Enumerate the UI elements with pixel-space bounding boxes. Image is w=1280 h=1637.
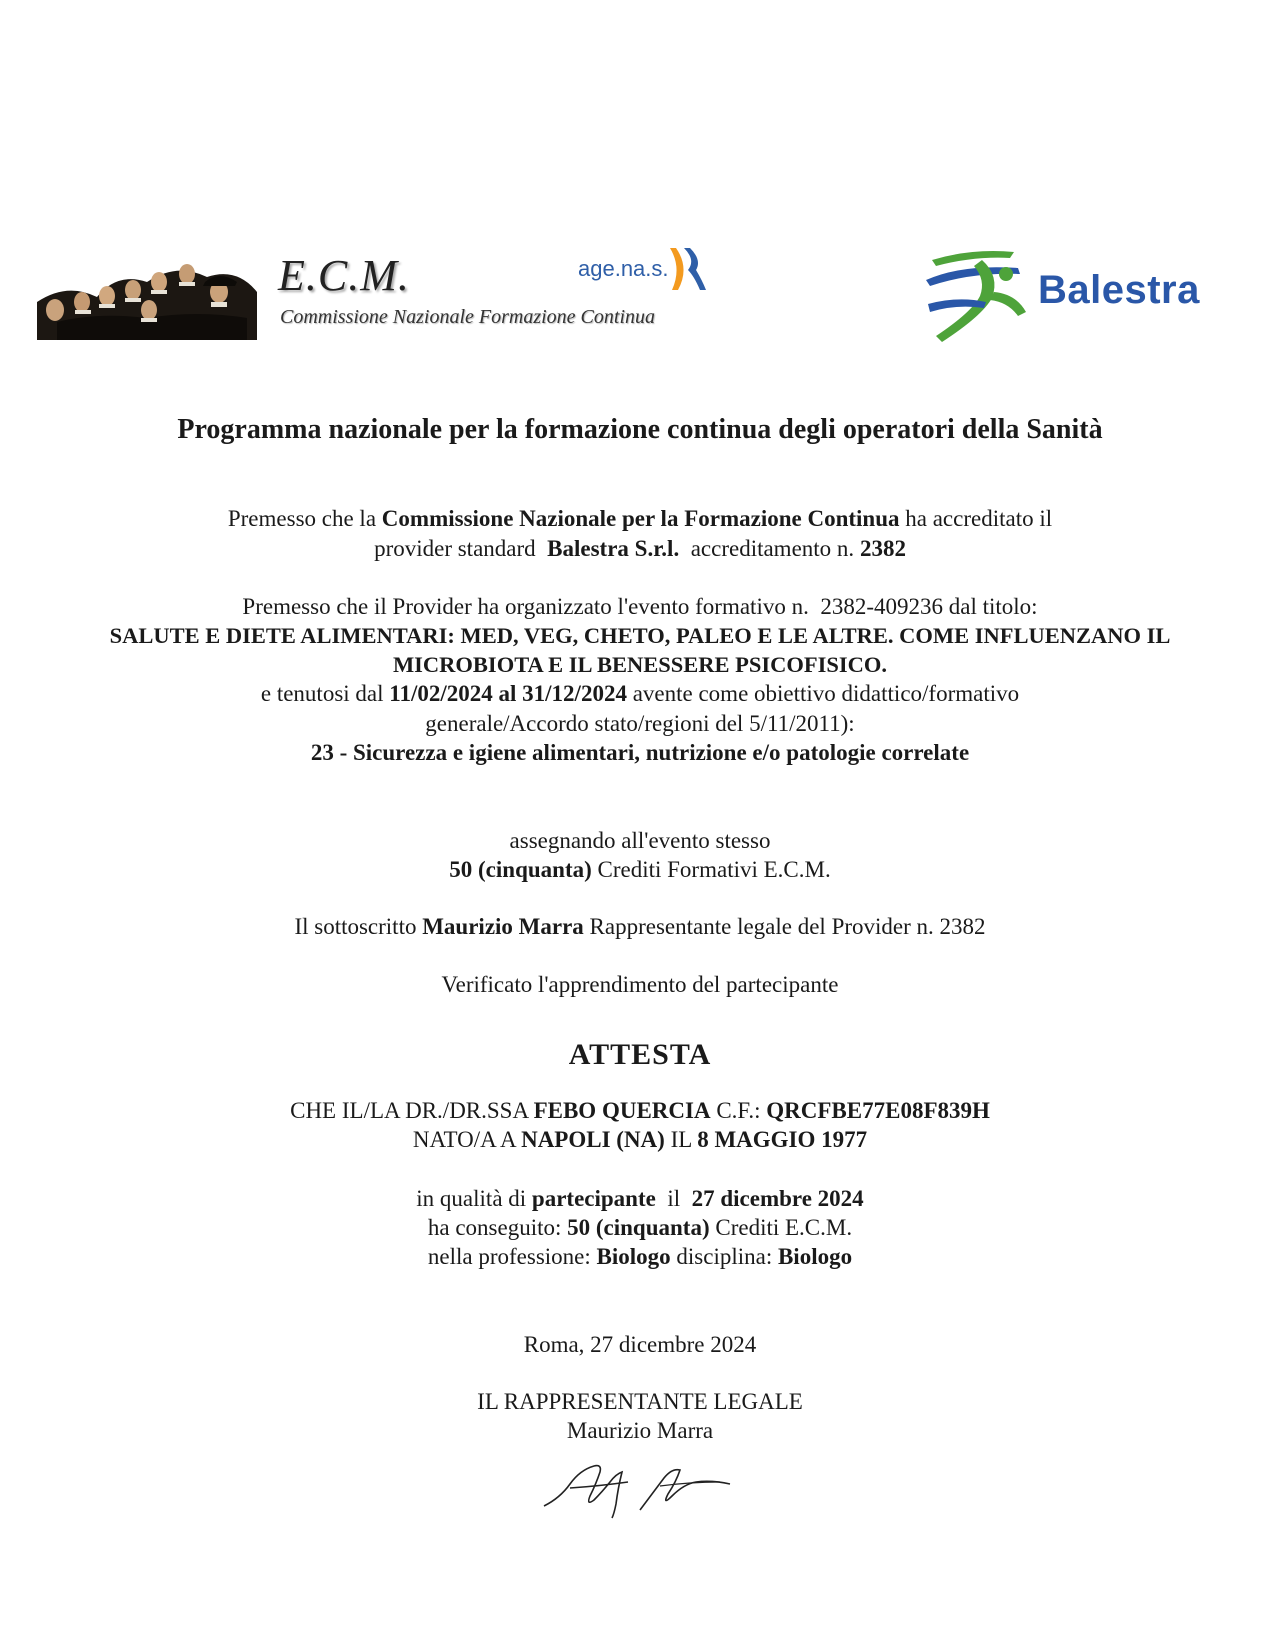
- profession-line: nella professione: Biologo disciplina: Biologo: [427, 1244, 853, 1269]
- credits-amount: 50 (cinquanta): [449, 857, 592, 882]
- accreditation-number: 2382: [859, 536, 906, 561]
- participant-role: partecipante: [531, 1186, 656, 1211]
- representative-name: Maurizio Marra: [566, 1418, 714, 1443]
- credits-intro: assegnando all'evento stesso: [509, 828, 771, 853]
- objective-intro: generale/Accordo stato/regioni del 5/11/2011):: [425, 711, 855, 736]
- event-dates-line: e tenutosi dal 11/02/2024 al 31/12/2024 avente come obiettivo didattico/formativo: [260, 681, 1020, 706]
- agenas-name: age.na.s.: [578, 256, 669, 281]
- event-intro: Premesso che il Provider ha organizzato l'evento formativo n. 2382-409236 dal titolo:: [242, 594, 1038, 619]
- signature-image: [540, 1448, 740, 1525]
- participant-cf: QRCFBE77E08F839H: [766, 1098, 990, 1123]
- achieved-credits: 50 (cinquanta): [567, 1215, 710, 1240]
- balestra-logo: [922, 246, 1242, 350]
- ecm-subtitle: Commissione Nazionale Formazione Continua: [280, 306, 656, 328]
- attesta-heading: ATTESTA: [568, 1038, 712, 1071]
- event-number: 2382-409236: [820, 594, 944, 619]
- event-title-line-1: SALUTE E DIETE ALIMENTARI: MED, VEG, CHETO, PALEO E LE ALTRE. COME INFLUENZANO IL: [109, 623, 1171, 648]
- ecm-painting-logo: [37, 252, 257, 340]
- accreditation-line-1: Premesso che la Commissione Nazionale per la Formazione Continua ha accreditato il: [227, 506, 1053, 531]
- event-title-line-2: MICROBIOTA E IL BENESSERE PSICOFISICO.: [392, 652, 888, 677]
- provider-name: Balestra S.r.l.: [547, 536, 680, 561]
- verified-line: Verificato l'apprendimento del partecipante: [441, 972, 839, 997]
- event-dates: 11/02/2024 al 31/12/2024: [389, 681, 627, 706]
- credits-line: 50 (cinquanta) Crediti Formativi E.C.M.: [449, 857, 831, 882]
- profession: Biologo: [596, 1244, 671, 1269]
- role-line: in qualità di partecipante il 27 dicembre 2024: [416, 1186, 864, 1211]
- balestra-figure-icon: [922, 246, 1042, 350]
- representative-title: IL RAPPRESENTANTE LEGALE: [477, 1389, 803, 1414]
- birth-date: 8 MAGGIO 1977: [697, 1127, 868, 1152]
- participant-line: CHE IL/LA DR./DR.SSA FEBO QUERCIA C.F.: QRCFBE77E08F839H: [290, 1098, 990, 1123]
- participant-name: FEBO QUERCIA: [533, 1098, 711, 1123]
- discipline: Biologo: [777, 1244, 853, 1269]
- program-title: Programma nazionale per la formazione continua degli operatori della Sanità: [177, 414, 1103, 445]
- ecm-title: E.C.M.: [278, 251, 410, 300]
- agenas-mark-icon: [668, 246, 708, 292]
- place-date: Roma, 27 dicembre 2024: [523, 1332, 757, 1357]
- commission-name: Commissione Nazionale per la Formazione Continua: [381, 506, 900, 531]
- signer-name: Maurizio Marra: [422, 914, 584, 939]
- balestra-name: Balestra: [1038, 268, 1200, 312]
- birth-line: NATO/A A NAPOLI (NA) IL 8 MAGGIO 1977: [412, 1127, 868, 1152]
- achieved-credits-line: ha conseguito: 50 (cinquanta) Crediti E.C.M.: [427, 1215, 853, 1240]
- event-objective: 23 - Sicurezza e igiene alimentari, nutrizione e/o patologie correlate: [310, 740, 970, 765]
- signer-line: Il sottoscritto Maurizio Marra Rappresentante legale del Provider n. 2382: [294, 914, 986, 939]
- completion-date: 27 dicembre 2024: [691, 1186, 864, 1211]
- birth-place: NAPOLI (NA): [521, 1127, 665, 1152]
- accreditation-line-2: provider standard Balestra S.r.l. accreditamento n. 2382: [374, 536, 906, 561]
